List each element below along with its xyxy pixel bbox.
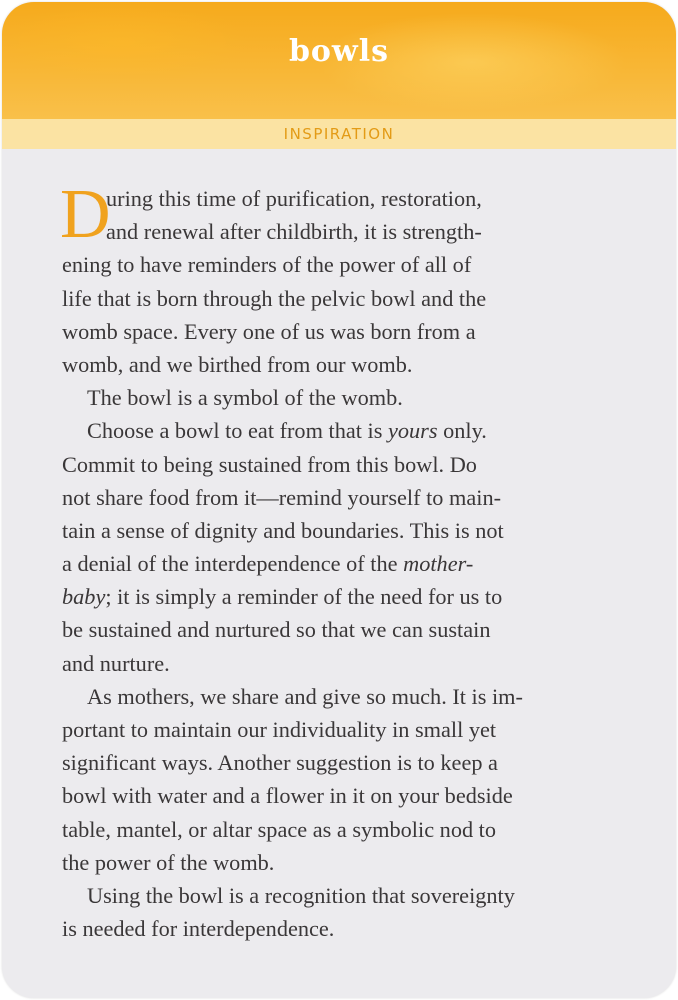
card-body	[60, 176, 622, 945]
body-line: uring this time of purification, restoration,	[106, 186, 482, 211]
body-line: the power of the womb.	[62, 849, 275, 875]
body-line: The bowl is a symbol of the womb.	[87, 385, 403, 411]
body-line: is needed for interdependence.	[62, 916, 335, 942]
body-line: womb space. Every one of us was born from a	[62, 318, 476, 344]
body-line: and nurture.	[62, 650, 170, 676]
card-title: bowls	[288, 34, 390, 69]
emphasis: baby	[62, 584, 106, 610]
body-line: be sustained and nurtured so that we can sustain	[62, 617, 491, 643]
body-line: womb, and we birthed from our womb.	[62, 351, 413, 377]
body-line: a denial of the interdependence of the mother-	[62, 551, 474, 577]
card-category: INSPIRATION	[283, 125, 395, 143]
body-line: table, mantel, or altar space as a symbolic nod to	[62, 816, 497, 842]
body-line: Commit to being sustained from this bowl. Do	[62, 451, 477, 477]
body-line: tain a sense of dignity and boundaries. This is not	[62, 517, 504, 543]
card-header	[2, 2, 676, 119]
body-line: As mothers, we share and give so much. It is im-	[87, 683, 523, 709]
emphasis: mother-	[403, 551, 474, 577]
body-line: bowl with water and a flower in it on your bedside	[62, 783, 513, 809]
drop-cap: D	[60, 176, 111, 253]
body-line: and renewal after childbirth, it is strength-	[106, 219, 482, 245]
body-line: life that is born through the pelvic bowl and the	[62, 285, 487, 311]
body-line: ening to have reminders of the power of all of	[62, 252, 472, 278]
body-line: not share food from it—remind yourself to main-	[62, 484, 502, 510]
body-line: portant to maintain our individuality in small yet	[62, 717, 497, 742]
emphasis: yours	[387, 418, 438, 444]
card	[2, 2, 676, 998]
body-line: Using the bowl is a recognition that sovereignty	[87, 882, 515, 908]
body-line: baby; it is simply a reminder of the need for us to	[62, 584, 503, 610]
body-line: significant ways. Another suggestion is to keep a	[62, 750, 498, 776]
body-line: Choose a bowl to eat from that is yours only.	[87, 418, 487, 444]
category-band	[2, 119, 676, 149]
